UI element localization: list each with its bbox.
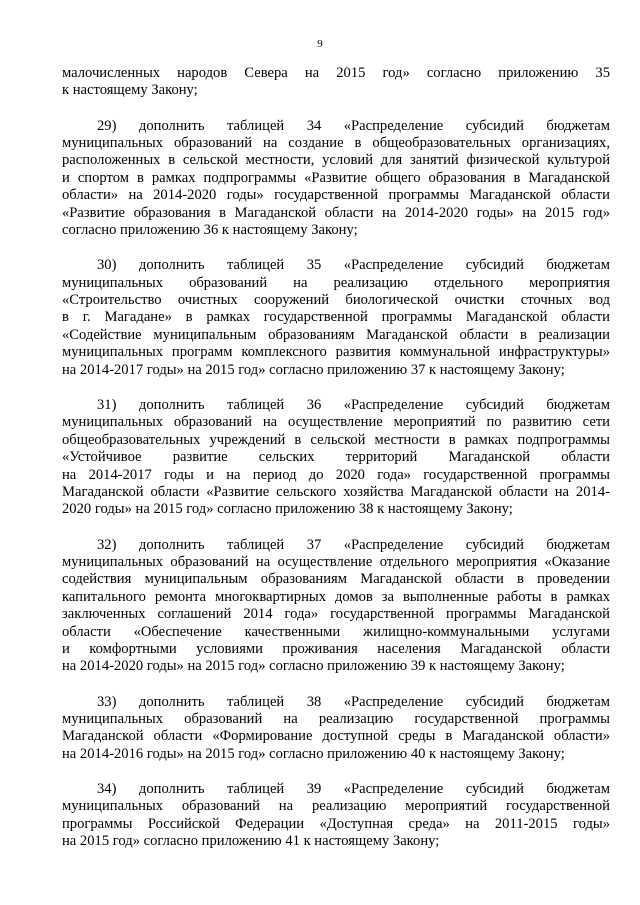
text-line: и спортом в рамках подпрограммы «Развитие общего образования в Магаданской (62, 169, 610, 186)
text-line: муниципальных образований на осуществление мероприятий по развитию сети (62, 414, 610, 431)
text-line: области «Обеспечение качественными жилищно-коммунальными услугами (62, 623, 610, 640)
text-line: на 2014-2017 годы» на 2015 год» согласно приложению 37 к настоящему Закону; (62, 361, 565, 378)
text-line: программы Российской Федерации «Доступная среда» на 2011-2015 годы» (62, 815, 610, 832)
paragraph-spacer (62, 676, 610, 694)
text-line: на 2014-2020 годы» на 2015 год» согласно приложению 39 к настоящему Закону; (62, 658, 565, 675)
text-line: 31) дополнить таблицей 36 «Распределение субсидий бюджетам (97, 396, 610, 413)
text-line: Магаданской области «Развитие сельского хозяйства Магаданской области на 2014- (62, 483, 610, 500)
text-line: муниципальных программ комплексного развития коммунальной инфраструктуры» (62, 344, 610, 361)
text-line: Магаданской области «Формирование доступной среды в Магаданской области» (62, 728, 610, 745)
text-line: заключенных соглашений 2014 года» государственной программы Магаданской (62, 606, 610, 623)
paragraph-5 (62, 537, 610, 676)
text-line: «Строительство очистных сооружений биологической очистки сточных вод (62, 292, 610, 309)
text-line: области» на 2014-2020 годы» государственной программы Магаданской области (62, 187, 610, 204)
text-line: на 2014-2017 годы и на период до 2020 года» государственной программы (62, 466, 610, 483)
text-line: «Развитие образования в Магаданской области на 2014-2020 годы» на 2015 год» (62, 204, 610, 221)
paragraph-3 (62, 257, 610, 379)
text-line: на 2014-2016 годы» на 2015 год» согласно приложению 40 к настоящему Закону; (62, 745, 565, 762)
text-line: 34) дополнить таблицей 39 «Распределение субсидий бюджетам (97, 781, 610, 797)
text-line: 2020 годы» на 2015 год» согласно приложению 38 к настоящему Закону; (62, 501, 513, 518)
text-line: на 2015 год» согласно приложению 41 к настоящему Закону; (62, 833, 440, 850)
text-line: муниципальных образований на создание в общеобразовательных организациях, (62, 135, 610, 152)
text-line: «Содействие муниципальным образованиям Магаданской области в реализации (62, 326, 610, 343)
text-line: муниципальных образований на реализацию отдельного мероприятия (62, 274, 610, 291)
text-line: 32) дополнить таблицей 37 «Распределение субсидий бюджетам (97, 536, 610, 553)
text-line: малочисленных народов Севера на 2015 год» согласно приложению 35 (62, 65, 610, 81)
text-line: муниципальных образований на осуществление отдельного мероприятия «Оказание (62, 553, 610, 570)
text-line: 30) дополнить таблицей 35 «Распределение субсидий бюджетам (97, 257, 610, 274)
paragraph-spacer (62, 239, 610, 257)
paragraph-7 (62, 781, 610, 851)
page-number: 9 (317, 38, 323, 50)
paragraph-4 (62, 397, 610, 519)
text-line: в г. Магадане» в рамках государственной программы Магаданской области (62, 309, 610, 326)
text-line: содействия муниципальным образованиям Магаданской области в проведении (62, 571, 610, 588)
text-line: к настоящему Закону; (62, 82, 198, 99)
paragraph-spacer (62, 379, 610, 397)
paragraph-spacer (62, 100, 610, 118)
text-line: муниципальных образований на реализацию мероприятий государственной (62, 798, 610, 815)
text-line: и комфортными условиями проживания населения Магаданской области (62, 640, 610, 657)
paragraph-1 (62, 65, 610, 100)
text-line: «Устойчивое развитие сельских территорий Магаданской области (62, 449, 610, 466)
text-line: расположенных в сельской местности, условий для занятий физической культурой (62, 152, 610, 169)
text-line: согласно приложению 36 к настоящему Закону; (62, 222, 358, 239)
text-line: капитального ремонта многоквартирных домов за выполненные работы в рамках (62, 588, 610, 605)
text-line: общеобразовательных учреждений в сельской местности в рамках подпрограммы (62, 431, 610, 448)
document-body (62, 65, 610, 851)
paragraph-spacer (62, 519, 610, 537)
text-line: 29) дополнить таблицей 34 «Распределение субсидий бюджетам (97, 117, 610, 134)
paragraph-2 (62, 118, 610, 240)
text-line: 33) дополнить таблицей 38 «Распределение субсидий бюджетам (97, 693, 610, 710)
paragraph-spacer (62, 763, 610, 781)
text-line: муниципальных образований на реализацию государственной программы (62, 710, 610, 727)
paragraph-6 (62, 694, 610, 764)
